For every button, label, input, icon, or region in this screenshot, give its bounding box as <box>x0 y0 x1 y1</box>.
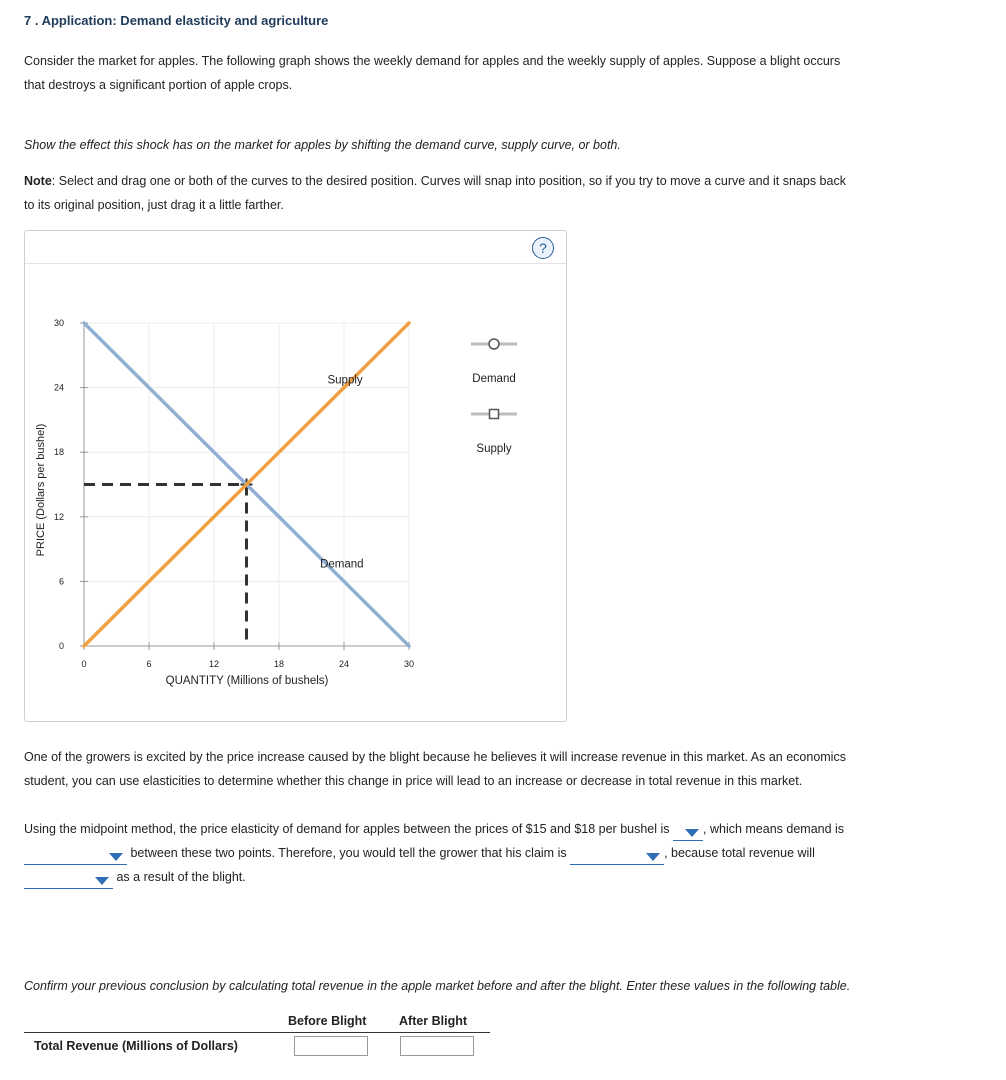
dropdown-arrow-icon <box>685 829 699 837</box>
question-part-4: , because total revenue will <box>664 846 815 860</box>
x-tick-label: 0 <box>81 659 87 669</box>
supply-curve-label: Supply <box>327 374 363 387</box>
legend-label: Supply <box>476 443 512 455</box>
y-tick-label: 30 <box>53 318 64 328</box>
instruction-text: Show the effect this shock has on the market for apples by shifting the demand curve, supply curve, or both. <box>24 138 621 152</box>
x-axis-label: QUANTITY (Millions of bushels) <box>165 675 329 687</box>
col-after-header: After Blight <box>399 1014 468 1028</box>
table-divider <box>24 1032 490 1033</box>
question-title: 7 . Application: Demand elasticity and agriculture <box>24 13 329 28</box>
y-tick-label: 24 <box>53 382 64 393</box>
revenue-before-input[interactable] <box>294 1036 368 1056</box>
legend <box>471 339 517 455</box>
note-line-2: to its original position, just drag it a little farther. <box>24 198 284 212</box>
intro-line-2: that destroys a significant portion of apple crops. <box>24 78 293 92</box>
revenue-table <box>24 1010 494 1070</box>
x-tick-label: 24 <box>338 659 350 669</box>
circle-marker-icon <box>489 339 499 349</box>
revenue-after-input[interactable] <box>400 1036 474 1056</box>
y-tick-label: 6 <box>58 576 64 587</box>
dropdown-arrow-icon <box>95 877 109 885</box>
col-before-header: Before Blight <box>288 1014 367 1028</box>
x-tick-label: 6 <box>146 659 152 669</box>
y-tick-label: 12 <box>53 511 64 522</box>
demand-curve-label: Demand <box>320 558 364 571</box>
square-marker-icon <box>490 410 499 419</box>
question-line-1 <box>24 817 844 841</box>
y-tick-label: 0 <box>58 641 64 651</box>
intro-line-1: Consider the market for apples. The following graph shows the weekly demand for apples and the weekly supply of apples. Suppose a blight occurs <box>24 54 841 68</box>
question-part-3: between these two points. Therefore, you would tell the grower that his claim is <box>130 846 567 860</box>
question-part-2: , which means demand is <box>703 822 845 836</box>
dropdown-arrow-icon <box>646 853 660 861</box>
question-part-5: as a result of the blight. <box>116 870 246 884</box>
elasticity-dropdown[interactable] <box>673 826 703 841</box>
x-tick-label: 18 <box>273 659 285 669</box>
demand-type-dropdown[interactable] <box>24 850 127 865</box>
analysis-line-1: One of the growers is excited by the price increase caused by the blight because he believes it will increase revenue in this market. As an economics <box>24 750 846 764</box>
dropdown-arrow-icon <box>109 853 123 861</box>
confirm-text: Confirm your previous conclusion by calculating total revenue in the apple market before and after the blight. Enter these values in the following table. <box>24 979 851 993</box>
x-tick-label: 30 <box>403 659 415 669</box>
revenue-change-dropdown[interactable] <box>24 874 113 889</box>
analysis-line-2: student, you can use elasticities to determine whether this change in price will lead to an increase or decrease in total revenue in this market. <box>24 774 803 788</box>
note-label: Note <box>24 174 52 188</box>
x-tick-label: 12 <box>208 659 220 669</box>
y-tick-label: 18 <box>53 447 64 458</box>
help-icon[interactable]: ? <box>532 237 554 259</box>
note-text: : Select and drag one or both of the curves to the desired position. Curves will snap into position, so if you try to move a curve and it snaps back <box>51 174 846 188</box>
claim-dropdown[interactable] <box>570 850 664 865</box>
y-axis-label: PRICE (Dollars per bushel) <box>35 423 47 557</box>
row-label: Total Revenue (Millions of Dollars) <box>34 1039 238 1053</box>
question-line-3 <box>24 865 246 889</box>
question-line-2 <box>24 841 815 865</box>
legend-label: Demand <box>472 373 516 385</box>
question-part-1: Using the midpoint method, the price elasticity of demand for apples between the prices of $15 and $18 per bushel is <box>24 822 670 836</box>
